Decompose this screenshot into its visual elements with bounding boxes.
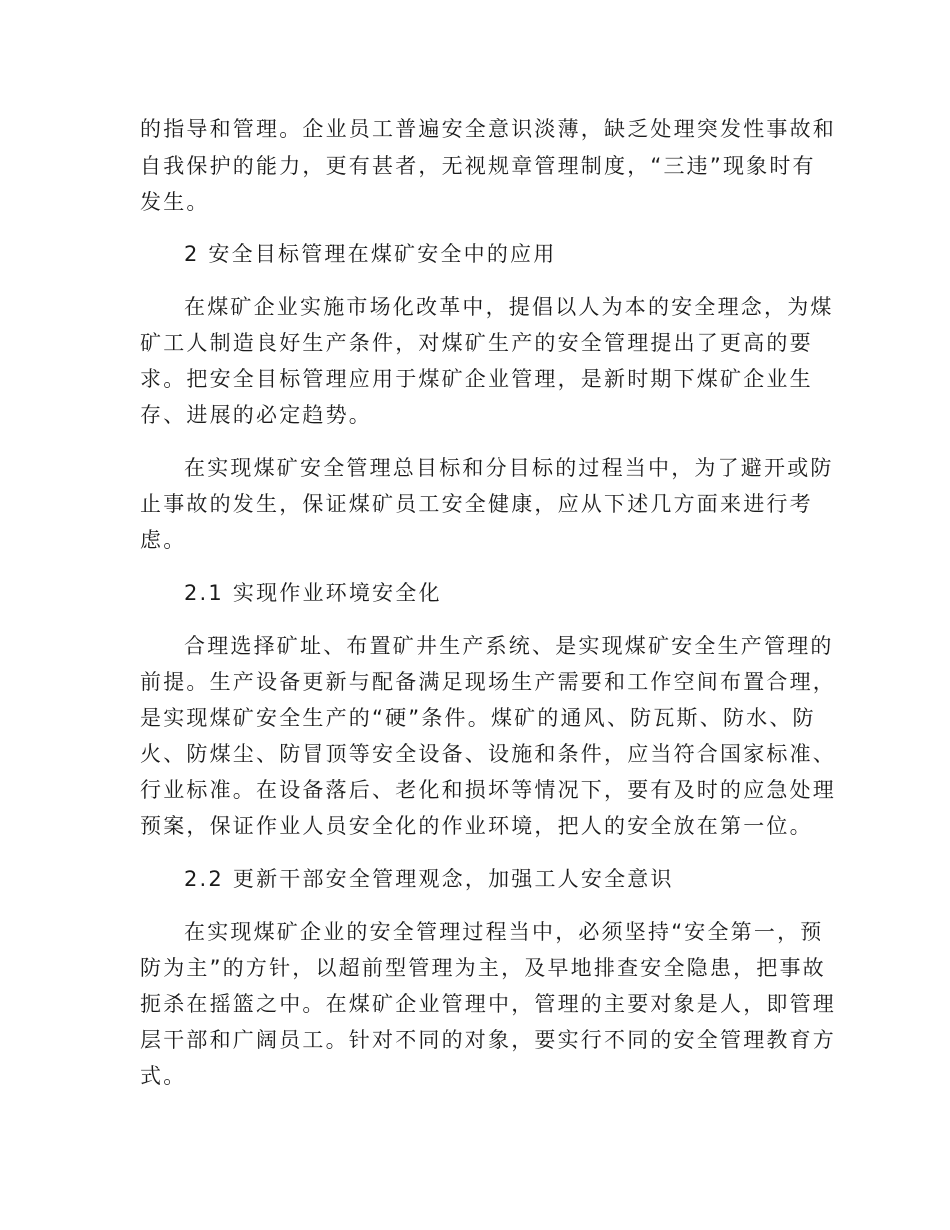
body-text-line: 合理选择矿址、布置矿井生产系统、是实现煤矿安全生产管理的 <box>184 634 834 658</box>
body-text-line: 在实现煤矿安全管理总目标和分目标的过程当中，为了避开或防 <box>184 456 834 480</box>
body-text-line: 前提。生产设备更新与配备满足现场生产需要和工作空间布置合理， <box>140 670 836 694</box>
section-heading: 2 安全目标管理在煤矿安全中的应用 <box>184 242 557 266</box>
body-text-line: 求。把安全目标管理应用于煤矿企业管理，是新时期下煤矿企业生 <box>140 367 813 391</box>
body-text-line: 虑。 <box>140 528 187 552</box>
body-text-line: 层干部和广阔员工。针对不同的对象，要实行不同的安全管理教育方 <box>140 1028 836 1052</box>
body-text-line: 的指导和管理。企业员工普遍安全意识淡薄，缺乏处理突发性事故和 <box>140 117 836 141</box>
body-text-line: 扼杀在摇篮之中。在煤矿企业管理中，管理的主要对象是人，即管理 <box>140 992 836 1016</box>
subsection-heading: 2.2 更新干部安全管理观念，加强工人安全意识 <box>184 867 674 891</box>
body-text-line: 矿工人制造良好生产条件，对煤矿生产的安全管理提出了更高的要 <box>140 331 813 355</box>
body-text-line: 火、防煤尘、防冒顶等安全设备、设施和条件，应当符合国家标准、 <box>140 742 836 766</box>
body-text-line: 是实现煤矿安全生产的“硬”条件。煤矿的通风、防瓦斯、防水、防 <box>140 706 816 730</box>
subsection-heading: 2.1 实现作业环境安全化 <box>184 581 442 605</box>
body-text-line: 在煤矿企业实施市场化改革中，提倡以人为本的安全理念，为煤 <box>184 295 834 319</box>
body-text-line: 止事故的发生，保证煤矿员工安全健康，应从下述几方面来进行考 <box>140 492 813 516</box>
body-text-line: 行业标准。在设备落后、老化和损坏等情况下，要有及时的应急处理 <box>140 778 836 802</box>
body-text-line: 式。 <box>140 1064 187 1088</box>
body-text-line: 在实现煤矿企业的安全管理过程当中，必须坚持“安全第一，预 <box>184 920 824 944</box>
body-text-line: 防为主”的方针，以超前型管理为主，及早地排查安全隐患，把事故 <box>140 956 826 980</box>
body-text-line: 发生。 <box>140 190 210 214</box>
body-text-line: 预案，保证作业人员安全化的作业环境，把人的安全放在第一位。 <box>140 814 813 838</box>
body-text-line: 存、进展的必定趋势。 <box>140 403 372 427</box>
body-text-line: 自我保护的能力，更有甚者，无视规章管理制度，“三违”现象时有 <box>140 154 816 178</box>
